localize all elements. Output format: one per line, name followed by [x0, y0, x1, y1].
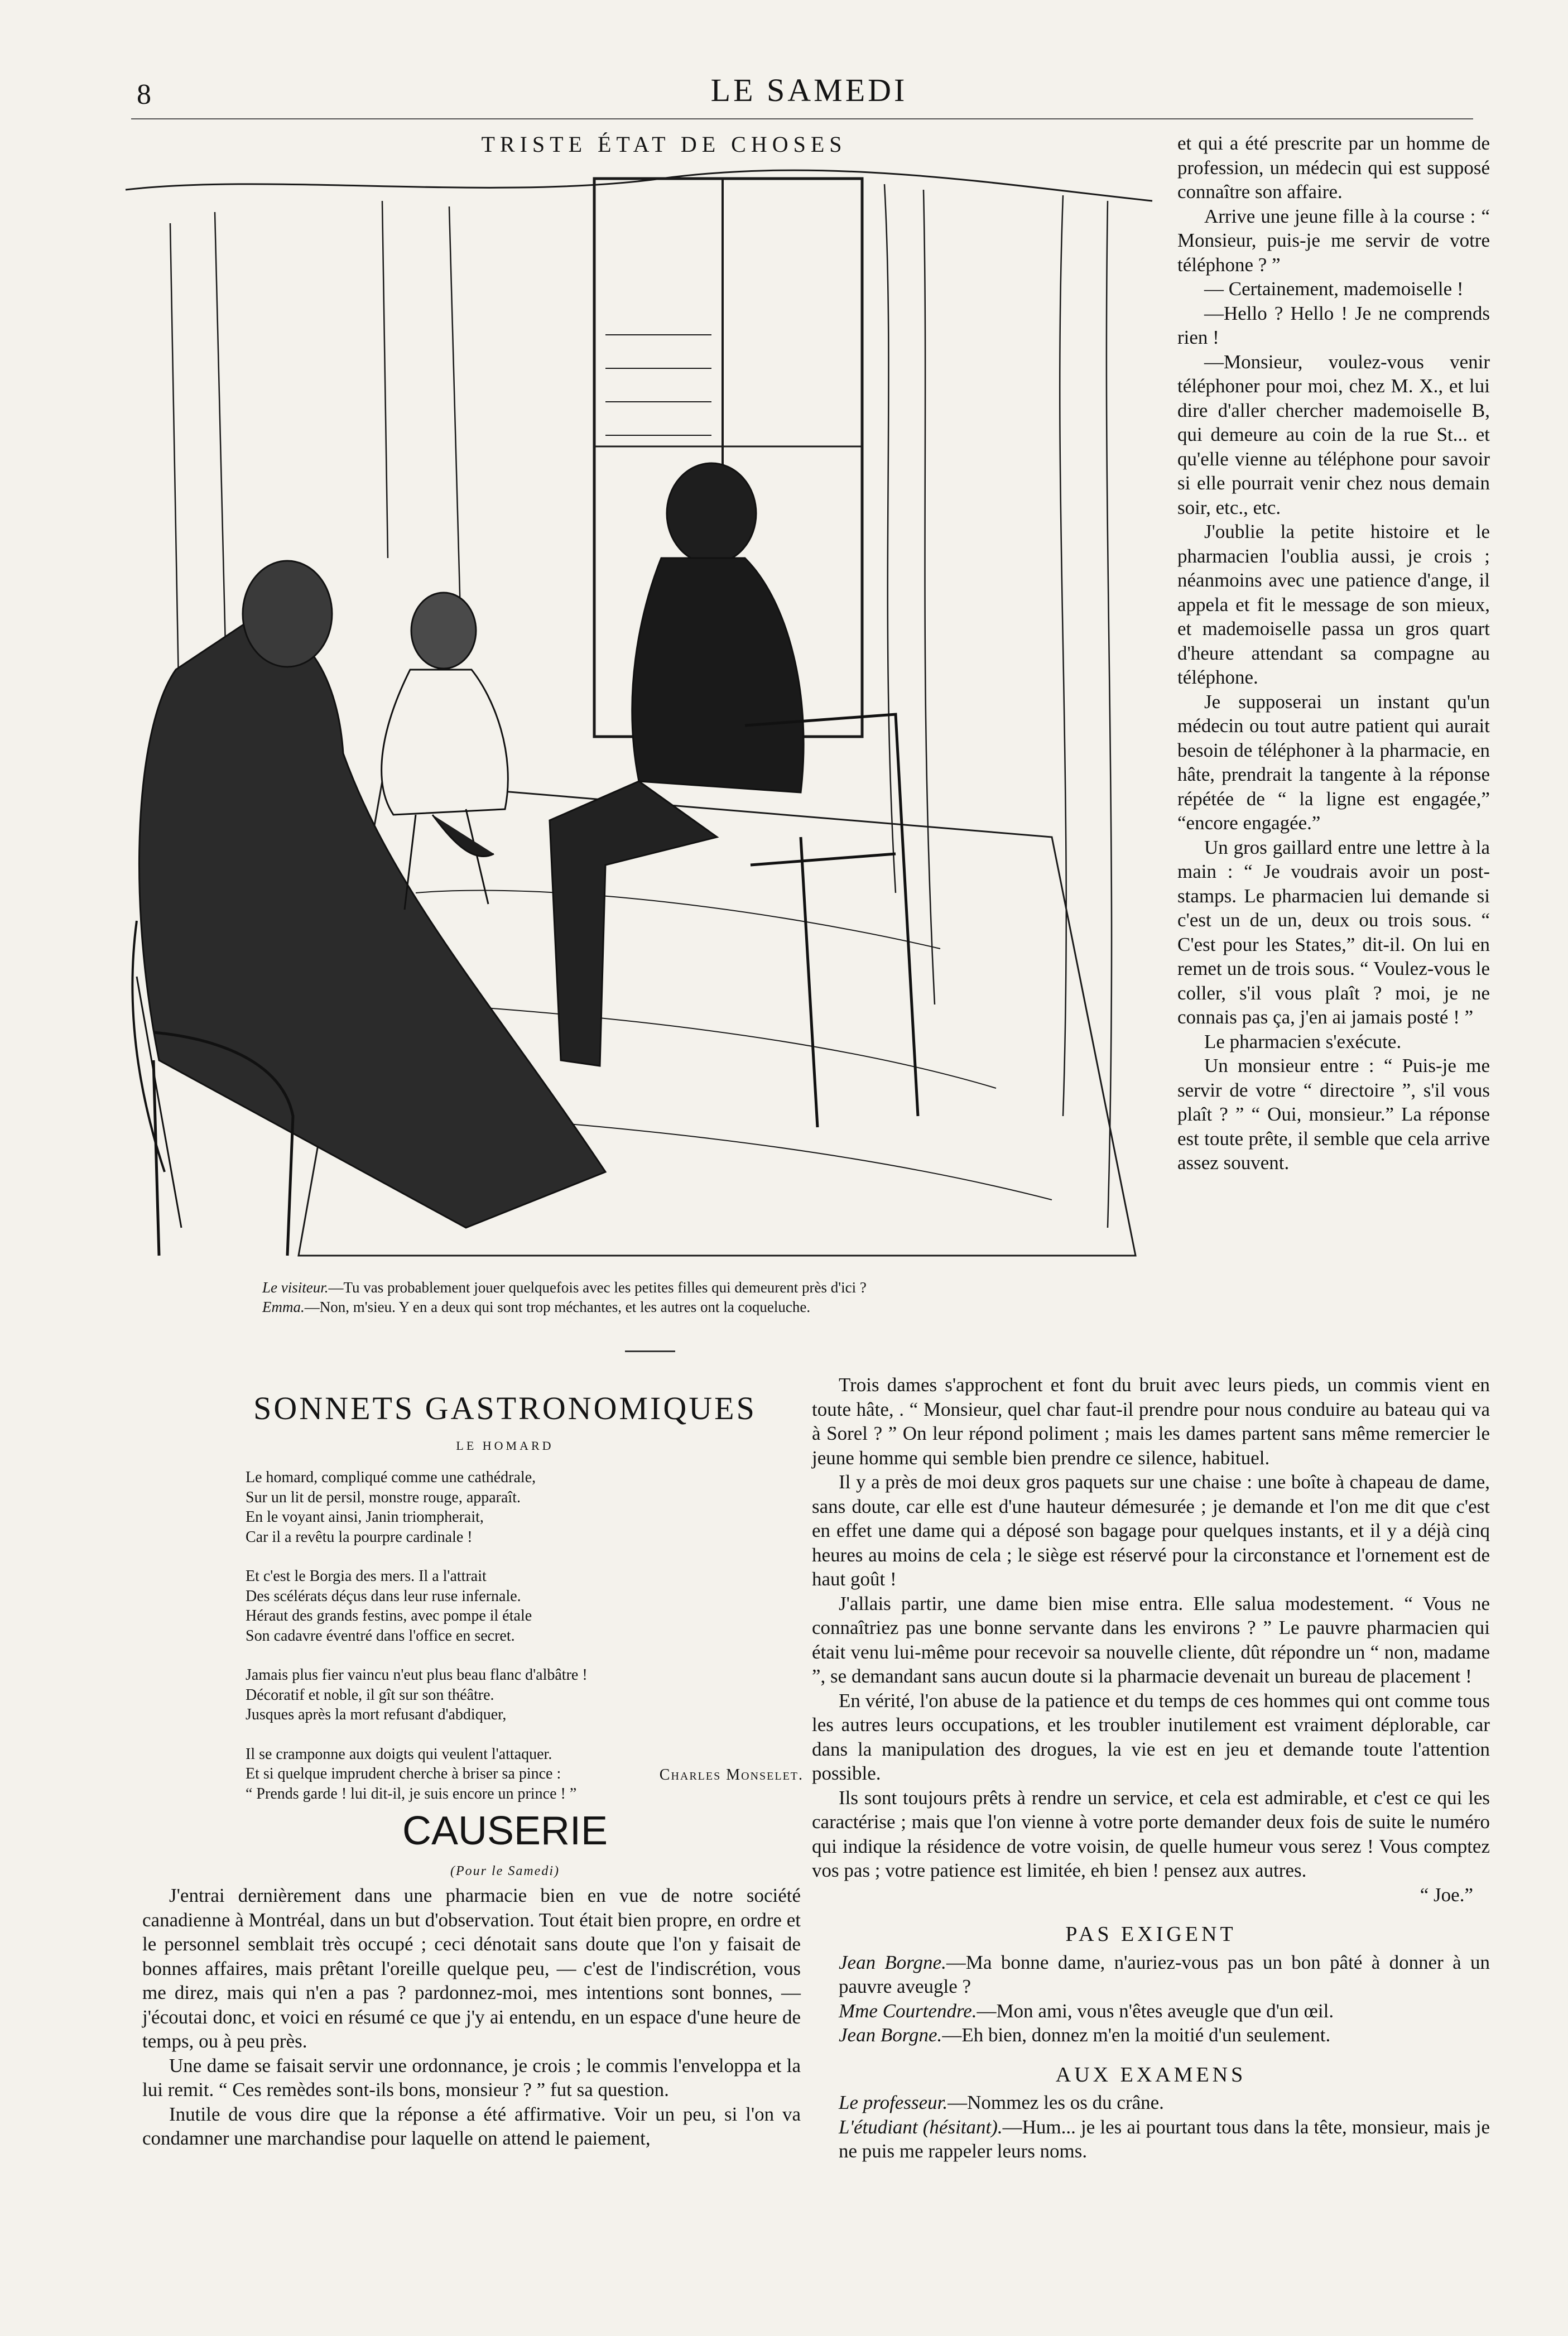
aux-examens-dialog — [812, 2090, 1490, 2164]
poem-line: Car il a revêtu la pourpre cardinale ! — [246, 1528, 473, 1546]
poem-line: Et si quelque imprudent cherche à briser sa pince : — [246, 1765, 561, 1782]
aux-examens-title: AUX EXAMENS — [1055, 2063, 1247, 2087]
lower-right-column — [812, 1373, 1490, 2164]
poem-line: Décoratif et noble, il gît sur son théâtre. — [246, 1686, 494, 1704]
journal-title: LE SAMEDI — [710, 72, 908, 108]
pas-exigent-dialog — [812, 1950, 1490, 2047]
causerie-subtitle: (Pour le Samedi) — [450, 1864, 560, 1878]
page-number: 8 — [137, 79, 151, 110]
paragraph: —Monsieur, voulez-vous venir téléphoner pour moi, chez M. X., et lui dire d'aller chercher mademoiselle B, qui demeure au coin de la rue St... et qu'elle vienne au téléphone pour savoir si elle pourrait venir chez nous demain soir, etc., etc. — [1177, 350, 1490, 518]
poem-stanza — [246, 1566, 804, 1646]
dialog-line: Le professeur.—Nommez les os du crâne. — [839, 2092, 1164, 2113]
poem-line: Son cadavre éventré dans l'office en secret. — [246, 1627, 515, 1645]
illustration-title: TRISTE ÉTAT DE CHOSES — [481, 132, 847, 157]
poem-line: Le homard, compliqué comme une cathédrale, — [246, 1469, 536, 1486]
dialog-line: Jean Borgne.—Eh bien, donnez m'en la moitié d'un seulement. — [839, 2024, 1331, 2046]
sonnets-title: SONNETS GASTRONOMIQUES — [253, 1390, 757, 1426]
paragraph: —Hello ? Hello ! Je ne comprends rien ! — [1177, 302, 1490, 348]
paragraph: J'oublie la petite histoire et le pharmacien l'oublia aussi, je crois ; néanmoins avec une patience d'ange, il appela et fit le message de son mieux, et mademoiselle passa un gros quart d'heure attendant sa compagne au téléphone. — [1177, 521, 1490, 688]
illustration-caption — [262, 1278, 1172, 1317]
paragraph: Une dame se faisait servir une ordonnance, je crois ; le commis l'enveloppa et la lui remit. “ Ces remèdes sont-ils bons, monsieur ? ” fut sa question. — [142, 2054, 801, 2101]
paragraph: Il y a près de moi deux gros paquets sur une chaise : une boîte à chapeau de dame, sans doute, car elle est d'une hauteur démesurée ; je demande et l'on me dit que c'est en effet une dame qui a déposé son bagage pour quelques instants, et il y a déjà cinq heures au moins de cela ; le siège est réservé pour la circonstance et l'ornement est de haut goût ! — [812, 1471, 1490, 1590]
paragraph: J'entrai dernièrement dans une pharmacie bien en vue de notre société canadienne à Montréal, dans un but d'observation. Tout était bien propre, en ordre et le personnel semblait très occupé ; ceci dénotait sans doute que l'on y faisait de bonnes affaires, mais prêtant l'oreille quelque peu, — c'est de l'indiscrétion, vous me direz, mais qui n'en a pas ? pardonnez-moi, mes intentions sont bonnes, — j'écoutai donc, et voici en résumé ce que j'y ai entendu, en un espace d'une heure de temps, ou à peu près. — [142, 1885, 801, 2052]
paragraph: En vérité, l'on abuse de la patience et du temps de ces hommes qui ont comme tous les autres leurs occupations, et les troubler inutilement est vraiment déplorable, car dans la manipulation des drogues, la vie est en jeu et demande toute l'attention possible. — [812, 1689, 1490, 1784]
poem-line: “ Prends garde ! lui dit-il, je suis encore un prince ! ” — [246, 1785, 577, 1803]
paragraph: Le pharmacien s'exécute. — [1204, 1030, 1402, 1052]
poem-line: Sur un lit de persil, monstre rouge, apparaît. — [246, 1488, 521, 1506]
poem-author: Charles Monselet. — [659, 1766, 804, 1784]
poem-line: En le voyant ainsi, Janin triompherait, — [246, 1508, 484, 1526]
right-column-text — [1177, 131, 1490, 1175]
caption-rule — [625, 1350, 675, 1352]
paragraph: Ils sont toujours prêts à rendre un service, et cela est admirable, et c'est ce qui les caractérise ; mais que l'on vienne à votre porte demander deux fois de suite le numéro qui indique la résidence de votre voisin, de quelle humeur vous serez ! Vous comptez vos pas ; votre patience est limitée, eh bien ! pensez aux autres. — [812, 1786, 1490, 1881]
poem-line: Des scélérats déçus dans leur ruse infernale. — [246, 1587, 521, 1605]
dialog-line: Mme Courtendre.—Mon ami, vous n'êtes aveugle que d'un œil. — [839, 1999, 1334, 2022]
poem-line: Jamais plus fier vaincu n'eut plus beau flanc d'albâtre ! — [246, 1666, 588, 1684]
poem-stanza — [246, 1468, 804, 1547]
paragraph: Je supposerai un instant qu'un médecin ou tout autre patient qui aurait besoin de téléphoner à la pharmacie, en hâte, prendrait la tangente à la réponse répétée de “ la ligne est engagée,” “encore engagée.” — [1177, 690, 1490, 834]
poem-line: Héraut des grands festins, avec pompe il étale — [246, 1607, 532, 1624]
pas-exigent-title: PAS EXIGENT — [1065, 1922, 1237, 1946]
dialog-line: L'étudiant (hésitant).—Hum... je les ai pourtant tous dans la tête, monsieur, mais je ne puis me rappeler leurs noms. — [839, 2116, 1490, 2162]
engraving-illustration — [103, 167, 1175, 1278]
causerie-signature: “ Joe.” — [1420, 1883, 1473, 1906]
paragraph: Inutile de vous dire que la réponse a été affirmative. Voir un peu, si l'on va condamner une marchandise pour laquelle on attend le paiement, — [142, 2103, 801, 2149]
engraving-girl-figure — [382, 593, 508, 910]
header-rule — [131, 118, 1473, 119]
paragraph: — Certainement, mademoiselle ! — [1204, 278, 1464, 300]
caption-line-1: Le visiteur.—Tu vas probablement jouer quelquefois avec les petites filles qui demeurent près d'ici ? — [262, 1279, 867, 1296]
paragraph: Un gros gaillard entre une lettre à la main : “ Je voudrais avoir un post-stamps. Le pharmacien lui demande si c'est un de un, deux ou trois sous. “ C'est pour les States,” dit-il. On lui en remet un de trois sous. “ Voulez-vous le coller, s'il vous plaît ? moi, je ne connais pas ça, j'en ai jamais posté ! ” — [1177, 836, 1490, 1028]
engraving-woman-figure — [132, 561, 605, 1228]
causerie-body — [142, 1883, 801, 2151]
causerie-title: CAUSERIE — [402, 1809, 608, 1853]
poem-line: Jusques après la mort refusant d'abdiquer, — [246, 1706, 507, 1723]
paragraph: J'allais partir, une dame bien mise entra. Elle salua modestement. “ Vous ne connaîtriez pas une bonne servante dans les environs ? ” Le pauvre pharmacien qui était venu lui-même pour recevoir sa nouvelle cliente, dût répondre un “ non, madame ”, se demandant sans aucun doute si la pharmacie devenait un bureau de placement ! — [812, 1592, 1490, 1687]
poem-line: Et c'est le Borgia des mers. Il a l'attrait — [246, 1568, 487, 1585]
poem-line: Il se cramponne aux doigts qui veulent l'attaquer. — [246, 1745, 552, 1763]
poem-stanza — [246, 1665, 804, 1725]
dialog-line: Jean Borgne.—Ma bonne dame, n'auriez-vous pas un bon pâté à donner à un pauvre aveugle ? — [839, 1951, 1490, 1997]
paragraph: et qui a été prescrite par un homme de profession, un médecin qui est supposé connaître son affaire. — [1177, 132, 1490, 203]
sonnet-subtitle: LE HOMARD — [456, 1439, 554, 1453]
paragraph: Un monsieur entre : “ Puis-je me servir de votre “ directoire ”, s'il vous plaît ? ” “ Oui, monsieur.” La réponse est toute prête, il semble que cela arrive assez souvent. — [1177, 1055, 1490, 1174]
paragraph: Arrive une jeune fille à la course : “ Monsieur, puis-je me servir de votre téléphone ? ” — [1177, 205, 1490, 276]
caption-line-2: Emma.—Non, m'sieu. Y en a deux qui sont trop méchantes, et les autres ont la coqueluche. — [262, 1299, 811, 1315]
paragraph: Trois dames s'approchent et font du bruit avec leurs pieds, un commis vient en toute hâte, . “ Monsieur, quel char faut-il prendre pour nous conduire au bateau qui va à Sorel ? ” On leur répond poliment ; mais les dames partent sans même remercier le jeune homme qui semble bien prendre ce silence, habituel. — [812, 1374, 1490, 1469]
